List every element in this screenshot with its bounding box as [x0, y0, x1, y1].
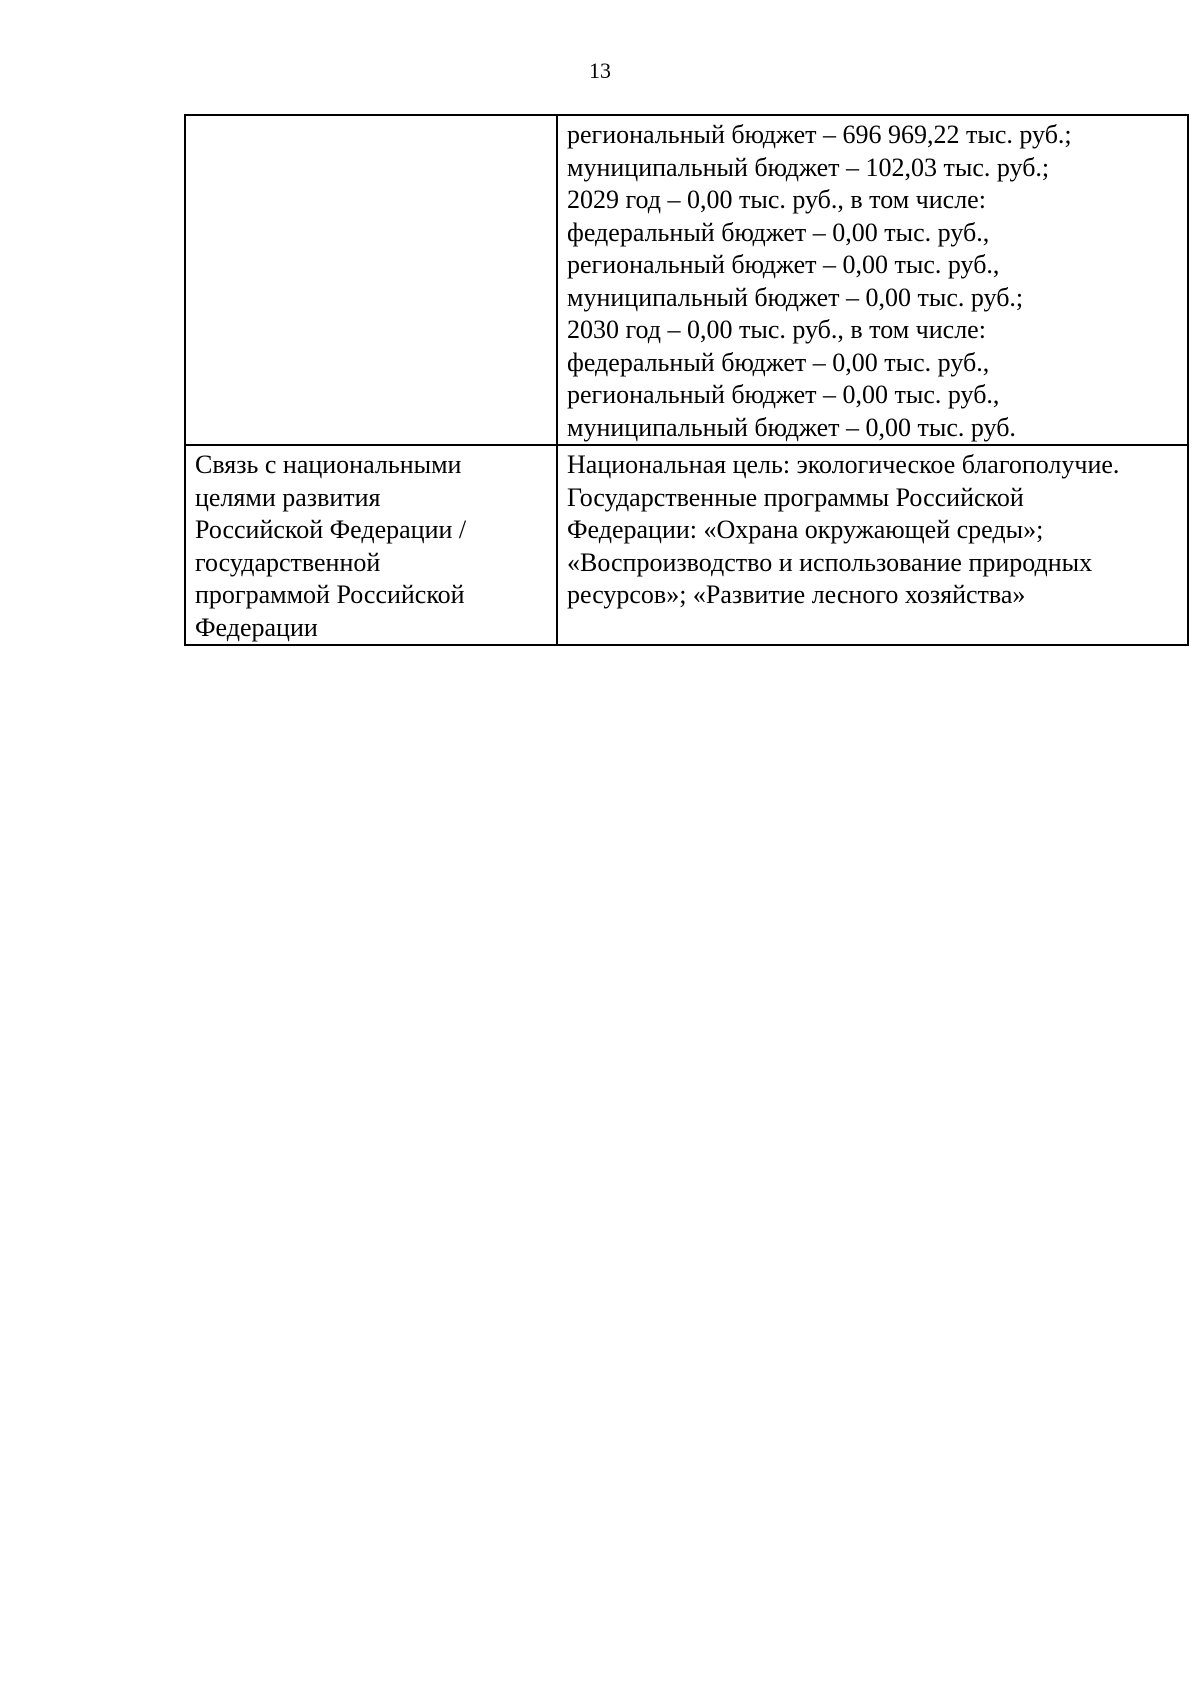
funding-line: муниципальный бюджет – 0,00 тыс. руб.	[567, 412, 1016, 442]
label-line: государственной	[195, 547, 381, 577]
table-cell-label	[185, 445, 557, 645]
page-number: 13	[589, 58, 611, 83]
goal-line: Национальная цель: экологическое благополучие.	[567, 450, 1120, 479]
goal-line: «Воспроизводство и использование природных	[567, 547, 1093, 577]
funding-line: федеральный бюджет – 0,00 тыс. руб.,	[567, 217, 990, 247]
funding-line: федеральный бюджет – 0,00 тыс. руб.,	[567, 347, 990, 377]
funding-line: региональный бюджет – 0,00 тыс. руб.,	[567, 380, 1000, 409]
table-cell-national-goals	[557, 445, 1188, 645]
goal-line: Федерации: «Охрана окружающей среды»;	[567, 515, 1044, 544]
goal-line: ресурсов»; «Развитие лесного хозяйства»	[567, 580, 1026, 609]
label-line: Связь с национальными	[195, 450, 462, 479]
funding-line: региональный бюджет – 696 969,22 тыс. руб.;	[567, 120, 1072, 149]
label-line: целями развития	[195, 482, 381, 512]
funding-line: 2029 год – 0,00 тыс. руб., в том числе:	[567, 185, 986, 214]
table-row	[185, 445, 1188, 645]
goal-line: Государственные программы Российской	[567, 482, 1024, 512]
program-passport-table	[184, 114, 1189, 646]
funding-line: 2030 год – 0,00 тыс. руб., в том числе:	[567, 315, 986, 344]
label-line: Российской Федерации /	[195, 515, 467, 544]
funding-line: региональный бюджет – 0,00 тыс. руб.,	[567, 250, 1000, 279]
label-line: программой Российской	[195, 580, 465, 609]
funding-line: муниципальный бюджет – 0,00 тыс. руб.;	[567, 282, 1024, 312]
label-line: Федерации	[195, 612, 318, 642]
table-row	[185, 115, 1188, 445]
table-cell-funding	[557, 115, 1188, 445]
funding-line: муниципальный бюджет – 102,03 тыс. руб.;	[567, 152, 1050, 182]
table-cell-label	[185, 115, 557, 445]
